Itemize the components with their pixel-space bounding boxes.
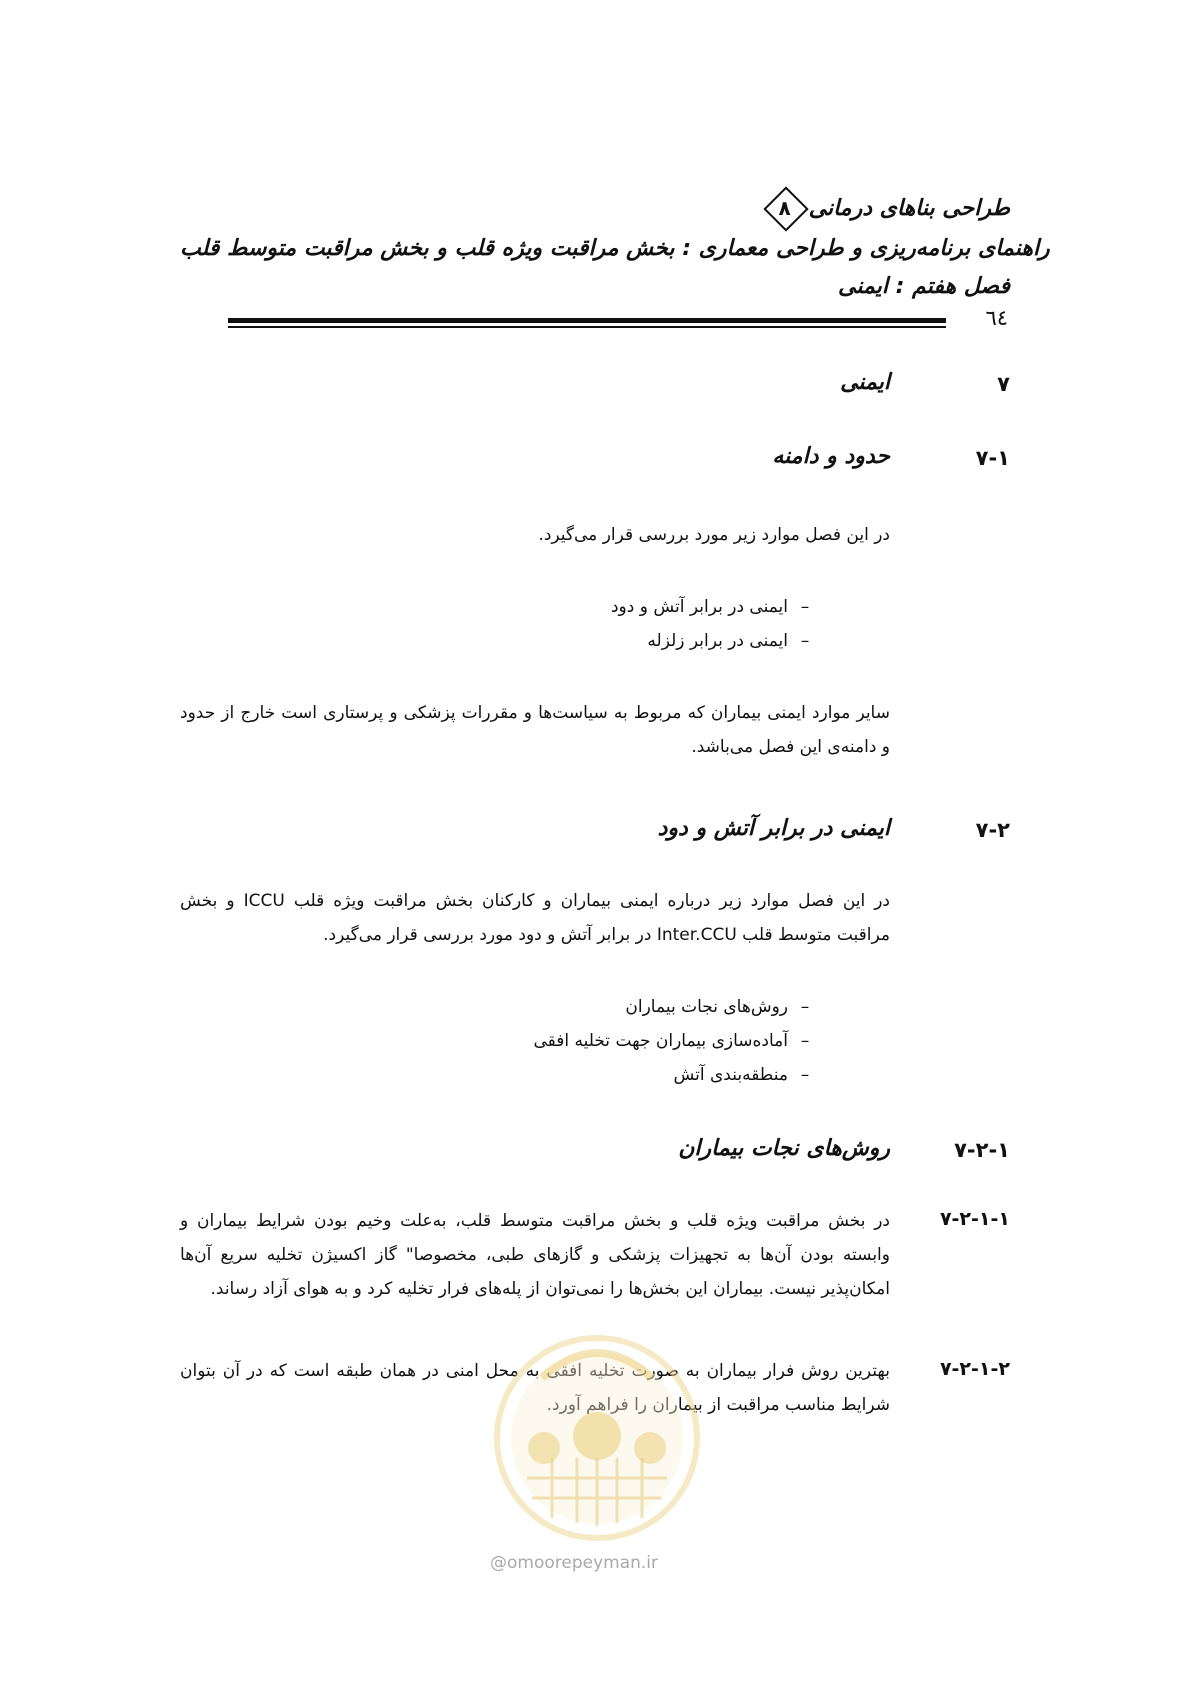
section-7-1-intro: در این فصل موارد زیر مورد بررسی قرار می‌گیرد. xyxy=(538,525,890,545)
list-item: – ایمنی در برابر آتش و دود xyxy=(611,590,822,624)
bullet-text: آماده‌سازی بیماران جهت تخلیه افقی xyxy=(533,1031,788,1051)
header-subtitle: راهنمای برنامه‌ریزی و طراحی معماری : بخش مراقبت ویژه قلب و بخش مراقبت متوسط قلب xyxy=(180,236,1050,261)
section-7-1-bullet-list xyxy=(611,590,822,658)
section-7-2-intro: در این فصل موارد زیر درباره ایمنی بیماران و کارکنان بخش مراقبت ویژه قلب ICCU و بخش مراقبت متوسط قلب Inter.CCU در برابر آتش و دود مورد بررسی قرار می‌گیرد. xyxy=(180,891,890,945)
bullet-text: منطقه‌بندی آتش xyxy=(673,1065,788,1085)
volume-badge xyxy=(763,186,807,230)
watermark-seal-logo xyxy=(482,1318,712,1548)
item-7-2-1-1-number: ۷-۲-۱-۱ xyxy=(939,1208,1010,1230)
section-7-2-title: ایمنی در برابر آتش و دود xyxy=(657,816,890,841)
list-item: – آماده‌سازی بیماران جهت تخلیه افقی xyxy=(533,1024,822,1058)
section-7-title: ایمنی xyxy=(840,370,890,395)
bullet-text: ایمنی در برابر آتش و دود xyxy=(610,597,788,617)
list-item: – منطقه‌بندی آتش xyxy=(533,1058,822,1092)
header-rule-thick xyxy=(228,318,946,323)
section-7-1-title: حدود و دامنه xyxy=(772,444,890,469)
bullet-text: روش‌های نجات بیماران xyxy=(625,997,788,1017)
section-7-2-1-title: روش‌های نجات بیماران xyxy=(678,1136,890,1161)
item-7-2-1-1-text: در بخش مراقبت ویژه قلب و بخش مراقبت متوسط قلب، به‌علت وخیم بودن شرایط بیماران و وابسته بودن آن‌ها به تجهیزات پزشکی و گازهای طبی، مخصوصا" گاز اکسیژن تخلیه سریع آن‌ها امکان‌پذیر نیست. بیماران این بخش‌ها را نمی‌توان از پله‌های فرار تخلیه کرد و به هوای آزاد رساند. xyxy=(180,1211,890,1299)
section-7-2-1-number: ۷-۲-۱ xyxy=(954,1138,1010,1162)
watermark-site: @omoorepeyman.ir xyxy=(490,1553,659,1573)
list-item: – ایمنی در برابر زلزله xyxy=(611,624,822,658)
page-number: ٦٤ xyxy=(985,306,1008,330)
section-7-1-number: ۷-۱ xyxy=(975,446,1010,470)
header-title-row xyxy=(200,186,1010,230)
header-rule-thin xyxy=(228,326,946,328)
item-7-2-1-2-number: ۷-۲-۱-۲ xyxy=(939,1358,1010,1380)
section-7-number: ۷ xyxy=(997,372,1010,396)
volume-number: ۸ xyxy=(778,196,791,220)
bullet-text: ایمنی در برابر زلزله xyxy=(647,631,788,651)
section-7-2-number: ۷-۲ xyxy=(975,818,1010,842)
section-7-1-note: سایر موارد ایمنی بیماران که مربوط به سیاست‌ها و مقررات پزشکی و پرستاری است خارج از حدود و دامنه‌ی این فصل می‌باشد. xyxy=(180,703,890,757)
list-item: – روش‌های نجات بیماران xyxy=(533,990,822,1024)
header-chapter: فصل هفتم : ایمنی xyxy=(838,274,1010,299)
section-7-2-bullet-list xyxy=(533,990,822,1092)
book-title: طراحی بناهای درمانی xyxy=(808,195,1010,221)
item-7-2-1-2-text: بهترین روش فرار بیماران به صورت تخلیه افقی به محل امنی در همان طبقه است که در آن بتوان شرایط مناسب مراقبت از بیماران را فراهم آورد. xyxy=(180,1361,890,1415)
